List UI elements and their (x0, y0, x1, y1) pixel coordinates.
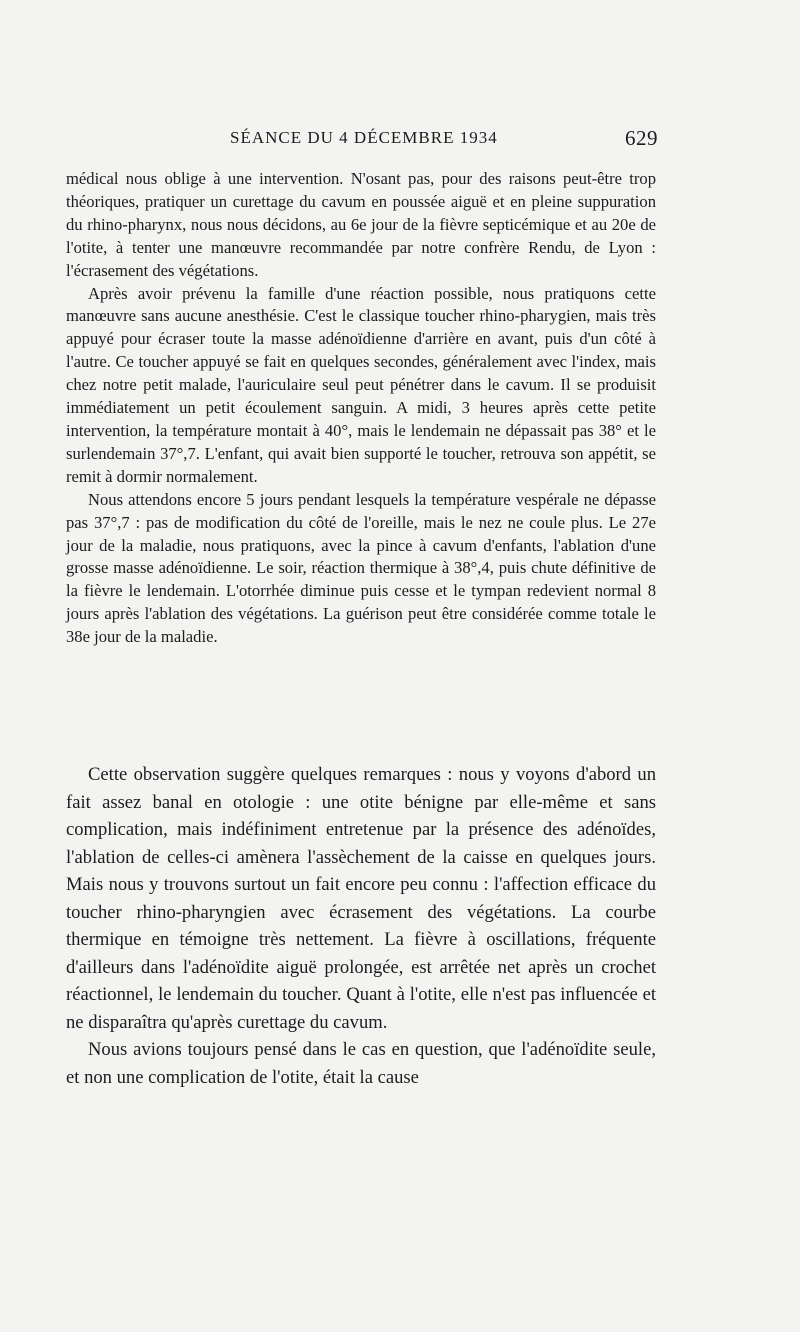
running-head-title: SÉANCE DU 4 DÉCEMBRE 1934 (230, 128, 498, 147)
paragraph: Cette observation suggère quelques remarques : nous y voyons d'abord un fait assez banal en otologie : une otite bénigne par elle-même et sans complication, mais indéfiniment entretenue par la présence des adénoïdes, l'ablation de celles-ci amènera l'assèchement de la caisse en quelques jours. Mais nous y trouvons surtout un fait encore peu connu : l'affection efficace du toucher rhino-pharyngien avec écrasement des végétations. La courbe thermique en témoigne très nettement. La fièvre à oscillations, fréquente d'ailleurs dans l'adénoïdite aiguë prolongée, est arrêtée net après un crochet réactionnel, le lendemain du toucher. Quant à l'otite, elle n'est pas influencée et ne disparaîtra qu'après curettage du cavum. (66, 764, 656, 1033)
running-head (210, 126, 658, 156)
page-number: 629 (625, 126, 658, 150)
paragraph: Nous avions toujours pensé dans le cas en question, que l'adénoïdite seule, et non une complication de l'otite, était la cause (66, 1039, 656, 1088)
case-report-text (66, 168, 656, 649)
paragraph: Nous attendons encore 5 jours pendant lesquels la température vespérale ne dépasse pas 37°,7 : pas de modification du côté de l'oreille, mais le nez ne coule plus. Le 27e jour de la maladie, nous pratiquons, avec la pince à cavum d'enfants, l'ablation d'une grosse masse adénoïdienne. Le soir, réaction thermique à 38°,4, puis chute définitive de la fièvre le lendemain. L'otorrhée diminue puis cesse et le tympan redevient normal 8 jours après l'ablation des végétations. La guérison peut être considérée comme totale le 38e jour de la maladie. (66, 489, 656, 647)
paragraph: Après avoir prévenu la famille d'une réaction possible, nous pratiquons cette manœuvre sans aucune anesthésie. C'est le classique toucher rhino-pharygien, mais très appuyé pour écraser toute la masse adénoïdienne d'arrière en avant, puis d'un côté à l'autre. Ce toucher appuyé se fait en quelques secondes, généralement avec l'index, mais chez notre petit malade, l'auriculaire seul peut pénétrer dans le cavum. Il se produisit immédiatement un petit écoulement sanguin. A midi, 3 heures après cette petite intervention, la température montait à 40°, mais le lendemain ne dépassait pas 38° et le surlendemain 37°,7. L'enfant, qui avait bien supporté le toucher, retrouva son appétit, se remit à dormir normalement. (66, 283, 656, 486)
paragraph: médical nous oblige à une intervention. N'osant pas, pour des raisons peut-être trop théoriques, pratiquer un curettage du cavum en poussée aiguë et en pleine suppuration du rhino-pharynx, nous nous décidons, au 6e jour de la fièvre septicémique et au 20e de l'otite, à tenter une manœuvre recommandée par notre confrère Rendu, de Lyon : l'écrasement des végétations. (66, 169, 656, 280)
discussion-text (66, 761, 656, 1091)
